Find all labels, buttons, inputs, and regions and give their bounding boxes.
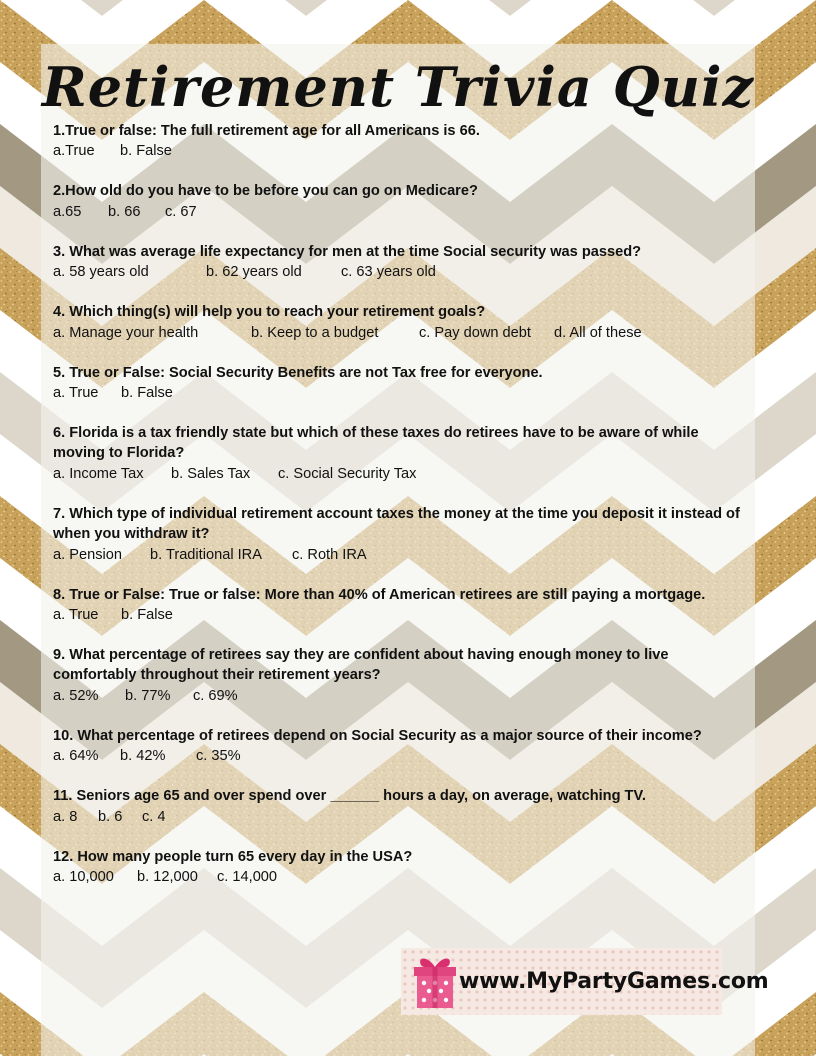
answer-option: c. Roth IRA xyxy=(292,546,367,563)
question-text: 12. How many people turn 65 every day in the USA? xyxy=(53,848,413,865)
question-item xyxy=(53,363,743,404)
question-item xyxy=(53,242,743,283)
answer-option: c. Pay down debt xyxy=(419,324,531,341)
answer-option: a. Pension xyxy=(53,546,122,563)
question-item xyxy=(53,645,743,706)
answer-options xyxy=(53,323,743,343)
question-item xyxy=(53,504,743,565)
answer-option: a. True xyxy=(53,607,99,624)
answer-options xyxy=(53,605,743,625)
question-item xyxy=(53,423,743,484)
answer-option: c. 69% xyxy=(193,687,238,704)
answer-option: a. Income Tax xyxy=(53,465,144,482)
question-text: 7. Which type of individual retirement account taxes the money at the time you deposit it instead of when you withdraw it? xyxy=(53,505,740,543)
answer-option: b. False xyxy=(120,143,172,160)
question-text: 8. True or False: True or false: More than 40% of American retirees are still paying a mortgage. xyxy=(53,586,706,603)
answer-option: a. 52% xyxy=(53,687,99,704)
answer-option: a.True xyxy=(53,143,95,160)
answer-option: b. Sales Tax xyxy=(171,465,251,482)
question-item xyxy=(53,181,743,222)
answer-option: c. 63 years old xyxy=(341,264,436,281)
answer-option: b. 6 xyxy=(98,808,123,825)
answer-option: a. 58 years old xyxy=(53,264,149,281)
answer-option: c. 35% xyxy=(196,748,241,765)
answer-option: b. 62 years old xyxy=(206,264,302,281)
answer-options xyxy=(53,686,743,706)
question-item xyxy=(53,302,743,343)
answer-option: b. False xyxy=(121,385,173,402)
answer-options xyxy=(53,807,743,827)
question-item xyxy=(53,786,743,827)
answer-options xyxy=(53,383,743,403)
answer-option: c. 67 xyxy=(165,203,197,220)
question-text: 9. What percentage of retirees say they are confident about having enough money to live comfortably throughout their retirement years? xyxy=(53,647,669,684)
page-title: Retirement Trivia Quiz xyxy=(41,55,755,119)
answer-option: b. 77% xyxy=(125,687,171,704)
question-item xyxy=(53,847,743,888)
answer-options xyxy=(53,545,743,565)
answer-option: b. 42% xyxy=(120,748,166,765)
answer-option: b. Traditional IRA xyxy=(150,546,262,563)
answer-option: b. 12,000 xyxy=(137,869,198,886)
answer-options xyxy=(53,202,743,222)
answer-option: d. All of these xyxy=(554,324,642,341)
question-item xyxy=(53,726,743,767)
question-text: 5. True or False: Social Security Benefits are not Tax free for everyone. xyxy=(53,364,543,381)
answer-option: a. True xyxy=(53,385,99,402)
gift-box-icon xyxy=(409,951,461,1011)
question-text: 1.True or false: The full retirement age for all Americans is 66. xyxy=(53,123,480,139)
answer-option: a. 8 xyxy=(53,808,78,825)
answer-options xyxy=(53,746,743,766)
question-item xyxy=(53,121,743,162)
question-text: 10. What percentage of retirees depend on Social Security as a major source of their income? xyxy=(53,727,702,744)
answer-options xyxy=(53,867,743,887)
answer-option: a. 64% xyxy=(53,748,99,765)
answer-option: a. Manage your health xyxy=(53,324,199,341)
question-text: 11. Seniors age 65 and over spend over ______ hours a day, on average, watching TV. xyxy=(53,788,646,805)
answer-option: c. Social Security Tax xyxy=(278,465,417,482)
answer-option: c. 4 xyxy=(142,808,166,825)
question-list xyxy=(53,121,743,907)
answer-option: b. Keep to a budget xyxy=(251,324,379,341)
question-text: 4. Which thing(s) will help you to reach your retirement goals? xyxy=(53,304,486,321)
answer-options xyxy=(53,141,743,161)
answer-option: b. 66 xyxy=(108,203,141,220)
answer-options xyxy=(53,464,743,484)
answer-option: b. False xyxy=(121,607,173,624)
question-text: 3. What was average life expectancy for men at the time Social security was passed? xyxy=(53,243,642,260)
site-url-text: www.MyPartyGames.com xyxy=(459,969,769,994)
question-item xyxy=(53,585,743,626)
site-logo-banner xyxy=(401,948,769,1015)
question-text: 2.How old do you have to be before you can go on Medicare? xyxy=(53,183,478,200)
answer-options xyxy=(53,262,743,282)
answer-option: c. 14,000 xyxy=(217,869,278,886)
answer-option: a.65 xyxy=(53,203,82,220)
question-text: 6. Florida is a tax friendly state but which of these taxes do retirees have to be aware of while moving to Florida? xyxy=(53,425,699,462)
answer-option: a. 10,000 xyxy=(53,869,114,886)
